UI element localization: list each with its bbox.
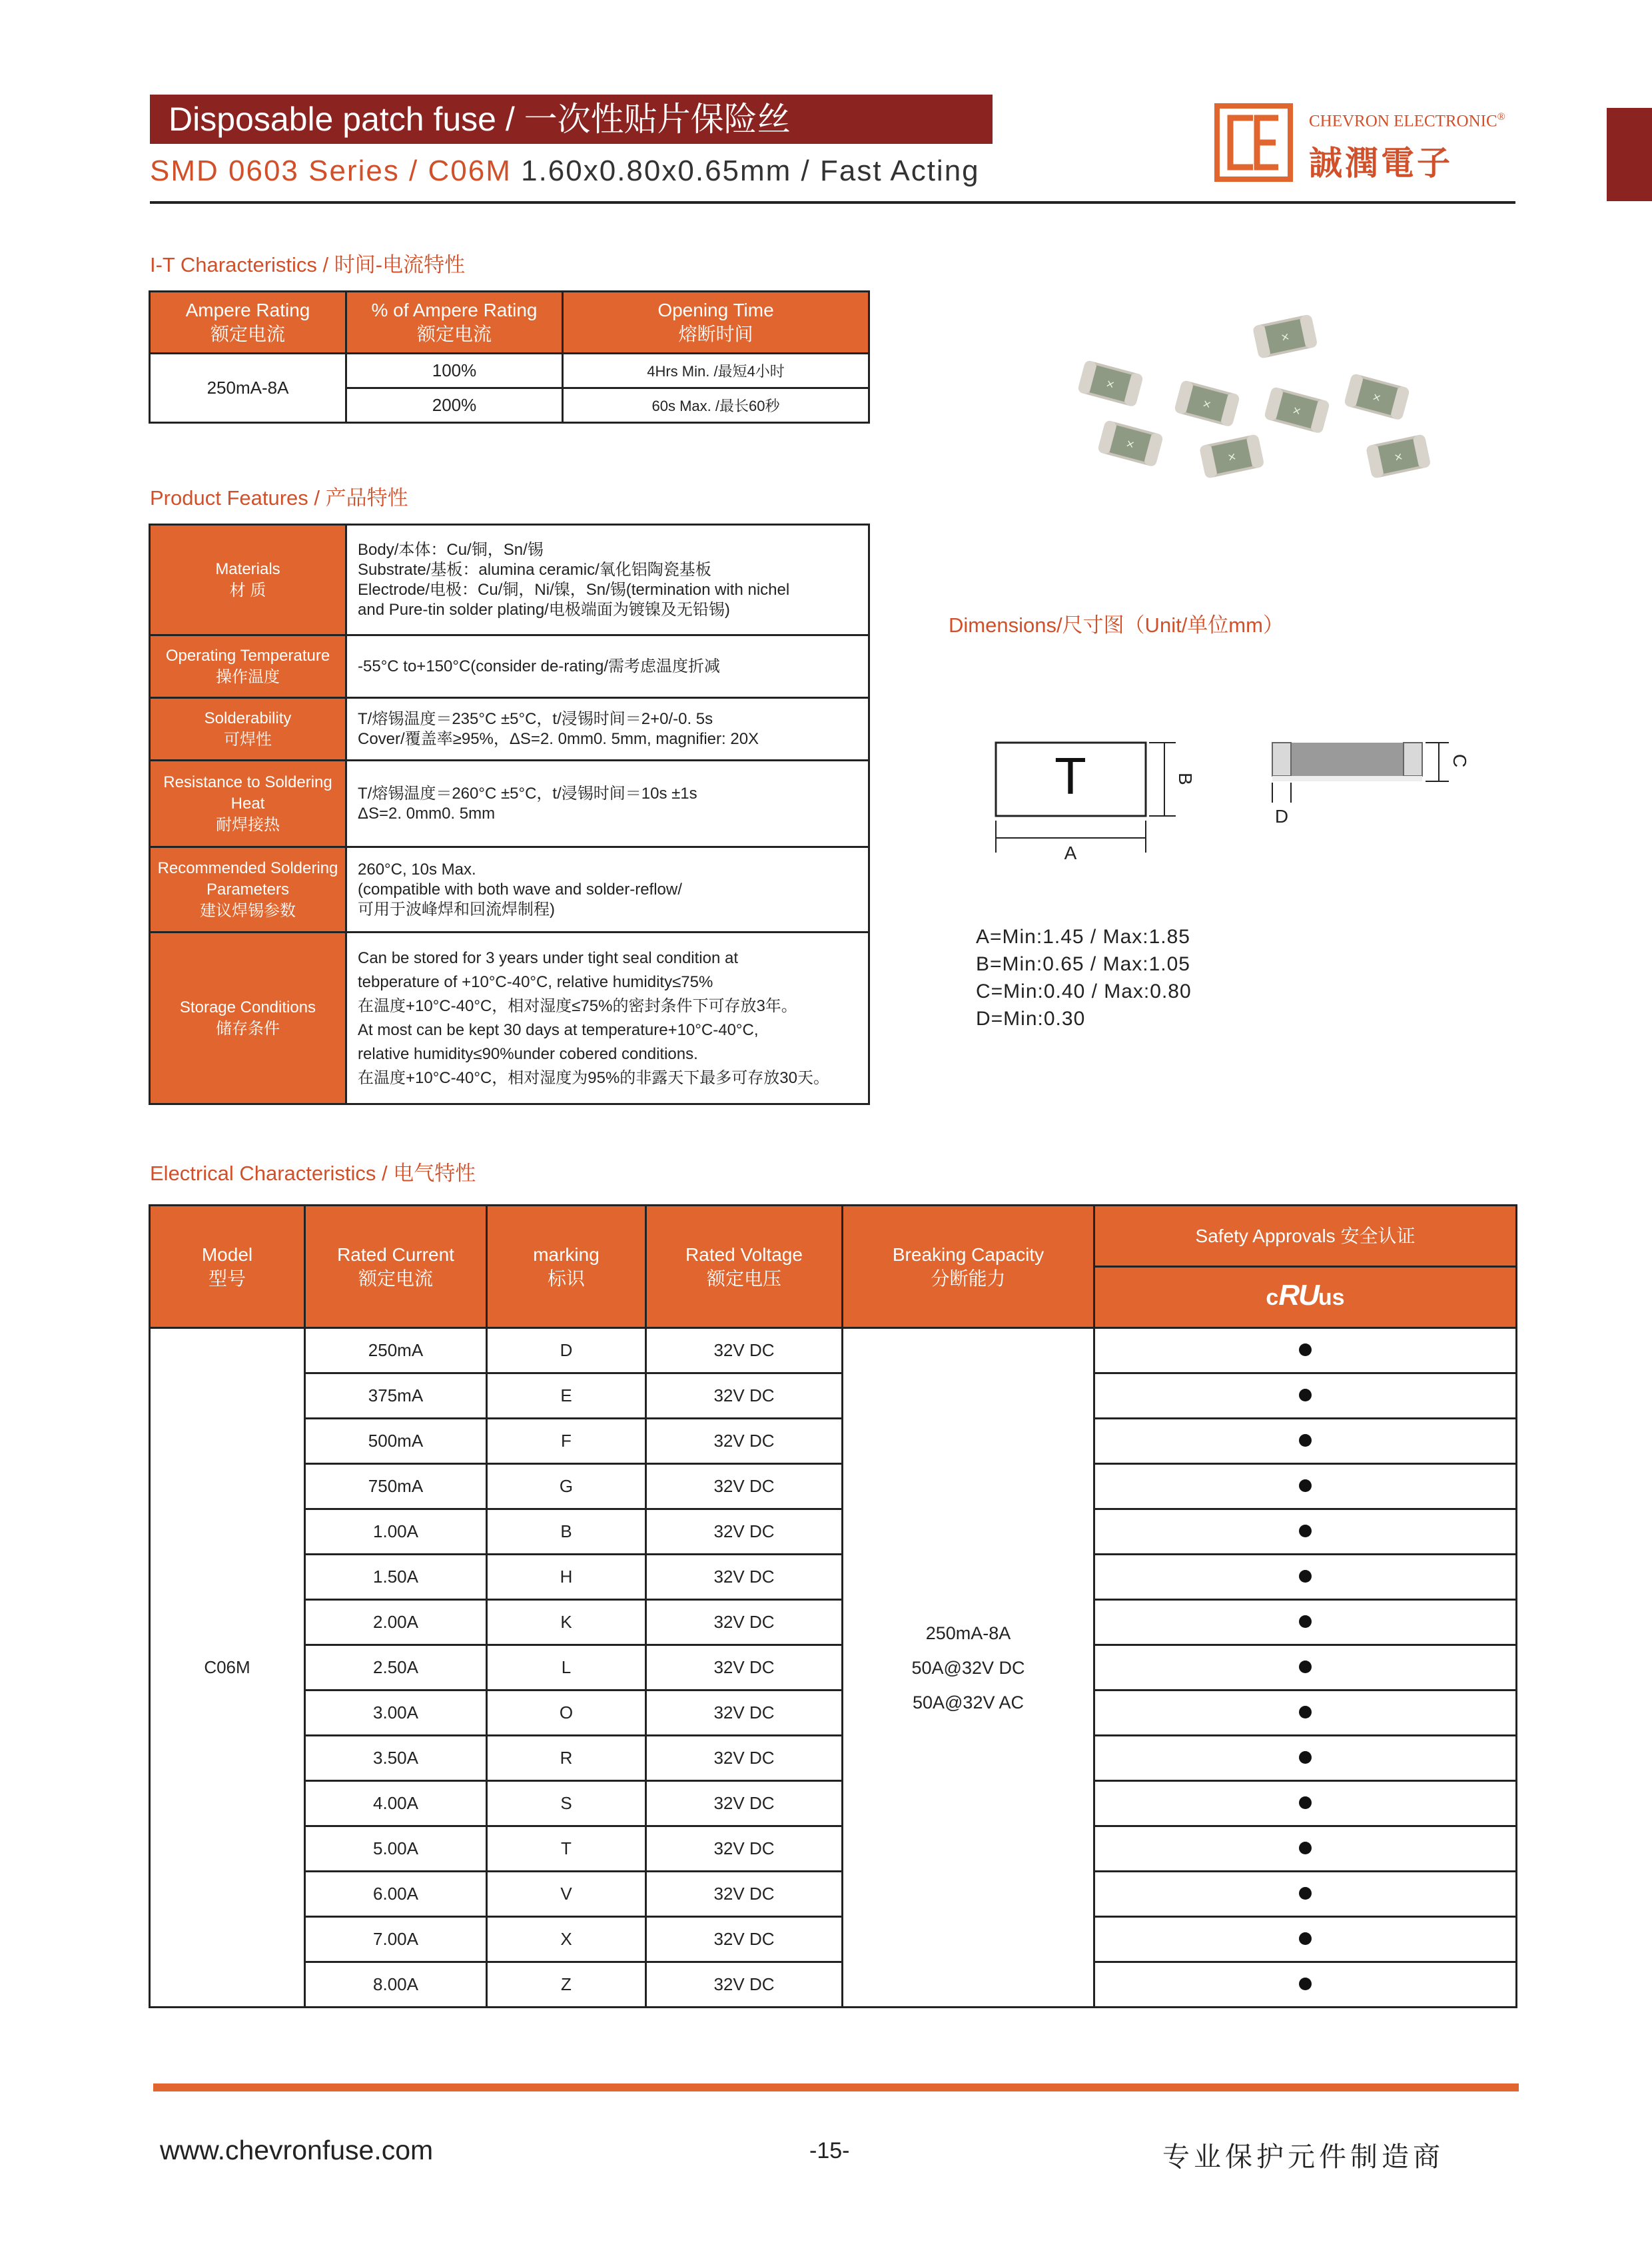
voltage-cell: 32V DC: [646, 1555, 843, 1600]
side-tab: [1607, 108, 1652, 201]
table-row: [150, 1509, 1517, 1555]
voltage-cell: 32V DC: [646, 1872, 843, 1917]
header-breaking: Breaking Capacity 分断能力: [843, 1206, 1094, 1328]
table-row: [150, 1373, 1517, 1419]
brand-logo: [1214, 103, 1505, 183]
top-view: [996, 743, 1196, 863]
electrical-table: [149, 1204, 1517, 2008]
approval-dot-icon: [1299, 1570, 1312, 1583]
approval-dot-icon: [1299, 1978, 1312, 1990]
header-divider: [150, 201, 1515, 204]
approval-dot-icon: [1299, 1842, 1312, 1854]
it-header-ampere: Ampere Rating 额定电流: [150, 292, 346, 354]
approval-cell: [1094, 1600, 1517, 1645]
spec-a: A=Min:1.45 / Max:1.85: [976, 926, 1190, 948]
header-safety: Safety Approvals 安全认证: [1094, 1206, 1517, 1267]
marking-cell: V: [487, 1872, 646, 1917]
feature-value: 260°C, 10s Max. (compatible with both wave and solder-reflow/ 可用于波峰焊和回流焊制程): [346, 847, 869, 933]
marking-cell: T: [487, 1826, 646, 1872]
table-row: [150, 933, 869, 1104]
approval-cell: [1094, 1917, 1517, 1962]
approval-dot-icon: [1299, 1389, 1312, 1401]
marking-cell: K: [487, 1600, 646, 1645]
table-row: [150, 698, 869, 761]
approval-cell: [1094, 1555, 1517, 1600]
marking-cell: Z: [487, 1962, 646, 2008]
it-header-percent: % of Ampere Rating 额定电流: [346, 292, 563, 354]
feature-value: T/熔锡温度＝260°C ±5°C，t/浸锡时间＝10s ±1s ΔS=2. 0mm0. 5mm: [346, 761, 869, 847]
approval-cell: [1094, 1645, 1517, 1690]
feature-value: Body/本体：Cu/铜，Sn/锡 Substrate/基板：alumina ceramic/氧化铝陶瓷基板 Electrode/电极：Cu/铜，Ni/镍，Sn/锡(termination with nichel and Pure-tin solder plating/电极端面为镀镍及无铅锡): [346, 525, 869, 635]
table-row: [150, 1781, 1517, 1826]
current-cell: 250mA: [305, 1328, 487, 1373]
current-cell: 3.50A: [305, 1736, 487, 1781]
approval-dot-icon: [1299, 1479, 1312, 1492]
voltage-cell: 32V DC: [646, 1509, 843, 1555]
voltage-cell: 32V DC: [646, 1690, 843, 1736]
marking-cell: E: [487, 1373, 646, 1419]
breaking-line: 50A@32V DC: [911, 1657, 1025, 1678]
label-a: A: [1064, 843, 1077, 863]
current-cell: 750mA: [305, 1464, 487, 1509]
table-row: [150, 354, 869, 388]
it-percent-cell: 200%: [346, 388, 563, 423]
fuse-chip: [1344, 373, 1410, 421]
table-row: [150, 1872, 1517, 1917]
spec-d: D=Min:0.30: [976, 1008, 1086, 1030]
current-cell: 3.00A: [305, 1690, 487, 1736]
approval-cell: [1094, 1962, 1517, 2008]
table-row: [150, 1962, 1517, 2008]
features-table: [149, 524, 870, 1105]
brand-name-cn: 誠潤電子: [1309, 145, 1453, 182]
it-percent-cell: 100%: [346, 354, 563, 388]
label-d: D: [1274, 806, 1289, 827]
current-cell: 7.00A: [305, 1917, 487, 1962]
marking-cell: B: [487, 1509, 646, 1555]
voltage-cell: 32V DC: [646, 1328, 843, 1373]
approval-dot-icon: [1299, 1706, 1312, 1718]
footer-divider: [153, 2083, 1519, 2091]
table-row: [150, 1826, 1517, 1872]
page-number: -15-: [809, 2138, 850, 2163]
voltage-cell: 32V DC: [646, 1962, 843, 2008]
table-row: [150, 1419, 1517, 1464]
table-row: [150, 1555, 1517, 1600]
header-cert: [1094, 1267, 1517, 1328]
feature-label: Solderability 可焊性: [150, 698, 346, 761]
approval-dot-icon: [1299, 1751, 1312, 1764]
table-row: [150, 761, 869, 847]
feature-label: Resistance to Soldering Heat 耐焊接热: [150, 761, 346, 847]
marking-cell: D: [487, 1328, 646, 1373]
it-header-time: Opening Time 熔断时间: [563, 292, 869, 354]
current-cell: 2.50A: [305, 1645, 487, 1690]
feature-value: Can be stored for 3 years under tight seal condition at tebperature of +10°C-40°C, relative humidity≤75% 在温度+10°C-40°C，相对湿度≤75%的密封条件下可存放3年。 At most can be kept 30 days at temperature+10°C-40°C, relative humidity≤90%under cobered conditions. 在温度+10°C-40°C，相对湿度为95%的非露天下最多可存放30天。: [346, 933, 869, 1104]
fuse-chip: [1366, 434, 1431, 479]
current-cell: 500mA: [305, 1419, 487, 1464]
feature-label: Recommended Soldering Parameters 建议焊锡参数: [150, 847, 346, 933]
approval-cell: [1094, 1373, 1517, 1419]
footer-url[interactable]: www.chevronfuse.com: [160, 2135, 434, 2165]
header-model: Model 型号: [150, 1206, 305, 1328]
voltage-cell: 32V DC: [646, 1645, 843, 1690]
label-t: T: [1054, 747, 1086, 805]
it-heading: I-T Characteristics / 时间-电流特性: [150, 253, 466, 276]
marking-cell: L: [487, 1645, 646, 1690]
fuse-chip: [1174, 380, 1240, 428]
voltage-cell: 32V DC: [646, 1736, 843, 1781]
feature-value: -55°C to+150°C(consider de-rating/需考虑温度折减: [346, 635, 869, 698]
series-name: SMD 0603 Series / C06M: [150, 155, 512, 187]
breaking-line: 50A@32V AC: [912, 1692, 1024, 1712]
approval-cell: [1094, 1509, 1517, 1555]
voltage-cell: 32V DC: [646, 1419, 843, 1464]
feature-label: Operating Temperature 操作温度: [150, 635, 346, 698]
features-heading: Product Features / 产品特性: [150, 486, 408, 510]
approval-cell: [1094, 1781, 1517, 1826]
fuse-chip: [1097, 420, 1164, 468]
brand-name-en: CHEVRON ELECTRONIC®: [1309, 111, 1505, 131]
marking-cell: O: [487, 1690, 646, 1736]
current-cell: 375mA: [305, 1373, 487, 1419]
voltage-cell: 32V DC: [646, 1464, 843, 1509]
approval-cell: [1094, 1419, 1517, 1464]
spec-c: C=Min:0.40 / Max:0.80: [976, 980, 1192, 1002]
approval-dot-icon: [1299, 1525, 1312, 1537]
product-photo: ×: [1066, 313, 1452, 500]
current-cell: 8.00A: [305, 1962, 487, 2008]
model-cell: C06M: [150, 1328, 305, 2008]
table-row: [150, 1600, 1517, 1645]
marking-cell: H: [487, 1555, 646, 1600]
breaking-capacity-cell: [843, 1328, 1094, 2008]
it-time-cell: 4Hrs Min. /最短4小时: [563, 354, 869, 388]
it-table: [149, 290, 870, 424]
fuse-chip: [1252, 314, 1318, 359]
voltage-cell: 32V DC: [646, 1826, 843, 1872]
table-row: [150, 1645, 1517, 1690]
header-current: Rated Current 额定电流: [305, 1206, 487, 1328]
ul-cert-icon: cRUus: [1266, 1279, 1345, 1311]
dimension-diagram: [986, 726, 1479, 866]
approval-cell: [1094, 1826, 1517, 1872]
feature-label: Storage Conditions 储存条件: [150, 933, 346, 1104]
fuse-chip: [1264, 386, 1330, 434]
table-row: [150, 1464, 1517, 1509]
breaking-line: 250mA-8A: [925, 1623, 1011, 1643]
current-cell: 5.00A: [305, 1826, 487, 1872]
spec-b: B=Min:0.65 / Max:1.05: [976, 953, 1190, 975]
side-view: [1272, 743, 1470, 827]
table-row: [150, 1328, 1517, 1373]
approval-cell: [1094, 1736, 1517, 1781]
voltage-cell: 32V DC: [646, 1781, 843, 1826]
page-title: Disposable patch fuse / 一次性贴片保险丝: [150, 95, 993, 144]
electrical-heading: Electrical Characteristics / 电气特性: [150, 1162, 476, 1185]
table-row: [150, 1917, 1517, 1962]
voltage-cell: 32V DC: [646, 1373, 843, 1419]
dimension-specs: [976, 923, 1192, 1032]
marking-cell: X: [487, 1917, 646, 1962]
current-cell: 4.00A: [305, 1781, 487, 1826]
fuse-chip: [1199, 434, 1264, 479]
feature-value: T/熔锡温度＝235°C ±5°C，t/浸锡时间＝2+0/-0. 5s Cover/覆盖率≥95%，ΔS=2. 0mm0. 5mm, magnifier: 20X: [346, 698, 869, 761]
footer-slogan: 专业保护元件制造商: [1162, 2141, 1444, 2172]
it-ampere-cell: 250mA-8A: [150, 354, 346, 423]
header-voltage: Rated Voltage 额定电压: [646, 1206, 843, 1328]
table-row: [150, 1736, 1517, 1781]
it-time-cell: 60s Max. /最长60秒: [563, 388, 869, 423]
marking-cell: R: [487, 1736, 646, 1781]
logo-mark-icon: [1214, 103, 1293, 182]
approval-cell: [1094, 1690, 1517, 1736]
series-subtitle: [150, 155, 980, 188]
approval-dot-icon: [1299, 1887, 1312, 1900]
marking-cell: F: [487, 1419, 646, 1464]
fuse-chip: [1077, 360, 1144, 408]
marking-cell: G: [487, 1464, 646, 1509]
current-cell: 6.00A: [305, 1872, 487, 1917]
voltage-cell: 32V DC: [646, 1917, 843, 1962]
approval-dot-icon: [1299, 1796, 1312, 1809]
voltage-cell: 32V DC: [646, 1600, 843, 1645]
approval-dot-icon: [1299, 1615, 1312, 1628]
approval-dot-icon: [1299, 1932, 1312, 1945]
table-row: [150, 847, 869, 933]
current-cell: 2.00A: [305, 1600, 487, 1645]
label-b: B: [1175, 773, 1196, 785]
feature-label: Materials 材 质: [150, 525, 346, 635]
table-row: [150, 1690, 1517, 1736]
header-marking: marking 标识: [487, 1206, 646, 1328]
approval-cell: [1094, 1872, 1517, 1917]
table-row: [150, 525, 869, 635]
current-cell: 1.50A: [305, 1555, 487, 1600]
marking-cell: S: [487, 1781, 646, 1826]
approval-dot-icon: [1299, 1661, 1312, 1673]
label-c: C: [1449, 754, 1470, 768]
approval-dot-icon: [1299, 1434, 1312, 1447]
current-cell: 1.00A: [305, 1509, 487, 1555]
dimensions-heading: Dimensions/尺寸图（Unit/单位mm）: [949, 613, 1284, 637]
series-spec: 1.60x0.80x0.65mm / Fast Acting: [511, 155, 980, 187]
approval-cell: [1094, 1464, 1517, 1509]
approval-dot-icon: [1299, 1343, 1312, 1356]
approval-cell: [1094, 1328, 1517, 1373]
table-row: [150, 635, 869, 698]
